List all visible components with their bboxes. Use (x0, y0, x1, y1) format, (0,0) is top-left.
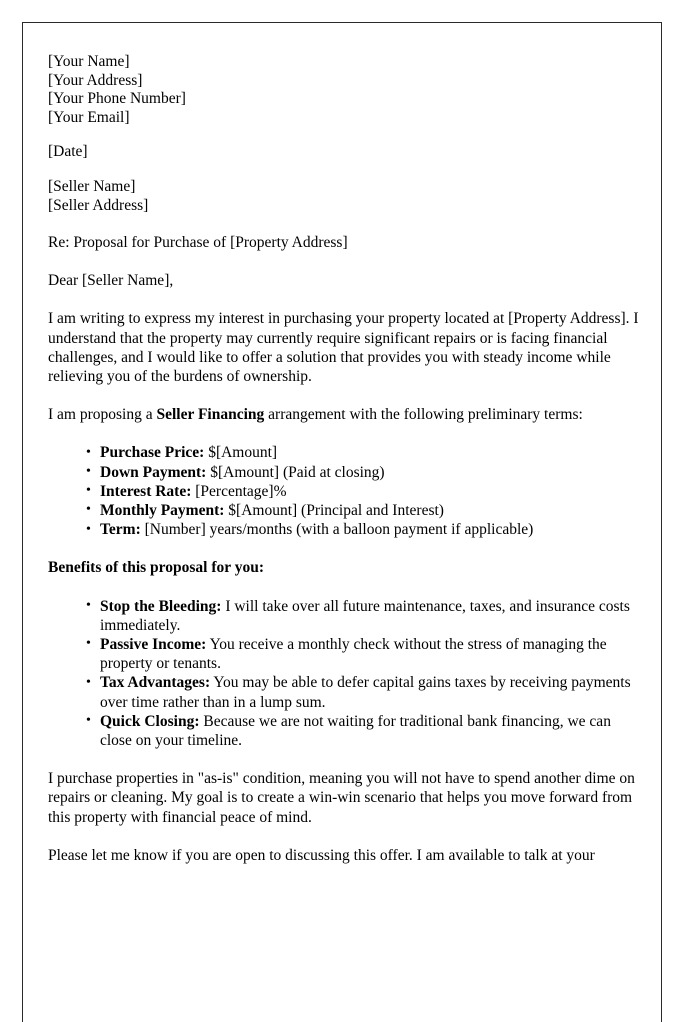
term-value: $[Amount] (204, 444, 278, 462)
spacer (48, 290, 639, 309)
benefits-list (48, 597, 639, 751)
term-value: [Number] years/months (with a balloon payment if applicable) (140, 521, 534, 539)
list-item (86, 520, 639, 539)
benefit-label: Stop the Bleeding: (100, 597, 222, 615)
sender-name: [Your Name] (48, 53, 130, 70)
terms-lead-in (48, 405, 639, 424)
spacer (48, 827, 639, 846)
list-item (86, 463, 639, 482)
benefit-text: You receive a monthly check without the stress of managing the property or tenants. (100, 635, 607, 673)
term-label: Interest Rate: (100, 482, 192, 500)
spacer (48, 162, 639, 178)
document-page (22, 22, 662, 1022)
paragraph-closing: Please let me know if you are open to discussing this offer. I am available to talk at your (48, 846, 595, 864)
term-label: Monthly Payment: (100, 501, 225, 519)
list-item (86, 712, 639, 750)
term-value: $[Amount] (Paid at closing) (206, 463, 385, 481)
salutation: Dear [Seller Name], (48, 271, 174, 289)
benefit-label: Tax Advantages: (100, 674, 211, 692)
spacer (48, 424, 639, 443)
date-line (48, 143, 639, 162)
list-item (86, 501, 639, 520)
spacer (48, 578, 639, 597)
list-item (86, 482, 639, 501)
paragraph-as-is: I purchase properties in "as-is" condition, meaning you will not have to spend another dime on repairs or cleaning. My goal is to create a win-win scenario that helps you move forward from this property with financial peace of mind. (48, 770, 635, 826)
benefit-label: Quick Closing: (100, 712, 200, 730)
list-item (86, 673, 639, 711)
benefit-text: You may be able to defer capital gains taxes by receiving payments over time rather than in a lump sum. (100, 674, 631, 711)
terms-lead-in-before: I am proposing a (48, 406, 157, 424)
sender-email: [Your Email] (48, 108, 130, 126)
benefits-heading: Benefits of this proposal for you: (48, 559, 265, 577)
terms-list (48, 443, 639, 539)
benefit-text: I will take over all future maintenance, taxes, and insurance costs immediately. (100, 597, 630, 634)
spacer (48, 750, 639, 769)
recipient-name: [Seller Name] (48, 177, 136, 195)
terms-lead-in-after: arrangement with the following preliminary terms: (264, 406, 583, 424)
benefit-text: Because we are not waiting for traditional bank financing, we can close on your timeline. (100, 712, 611, 749)
term-label: Down Payment: (100, 463, 207, 481)
term-label: Purchase Price: (100, 444, 205, 462)
date-value: [Date] (48, 143, 88, 161)
term-value: $[Amount] (Principal and Interest) (224, 501, 444, 519)
list-item (86, 597, 639, 635)
list-item (86, 443, 639, 462)
benefit-label: Passive Income: (100, 635, 207, 653)
spacer (48, 253, 639, 272)
spacer (48, 386, 639, 405)
spacer (48, 539, 639, 558)
seller-financing-emphasis: Seller Financing (156, 406, 265, 424)
paragraph-intro: I am writing to express my interest in purchasing your property located at [Property Address]. I understand that the property may currently require significant repairs or is facing financial challenges, and I would like to offer a solution that provides you with steady income while relieving you of the burdens of ownership. (48, 310, 639, 385)
spacer (48, 215, 639, 234)
sender-address-block (48, 53, 639, 127)
term-value: [Percentage]% (191, 482, 287, 500)
spacer (48, 127, 639, 143)
subject-line: Re: Proposal for Purchase of [Property Address] (48, 234, 348, 252)
document-body (23, 23, 661, 865)
sender-address: [Your Address] (48, 71, 143, 89)
recipient-address-block (48, 178, 639, 215)
term-label: Term: (100, 521, 141, 539)
list-item (86, 635, 639, 673)
recipient-address: [Seller Address] (48, 196, 149, 214)
sender-phone: [Your Phone Number] (48, 90, 186, 108)
